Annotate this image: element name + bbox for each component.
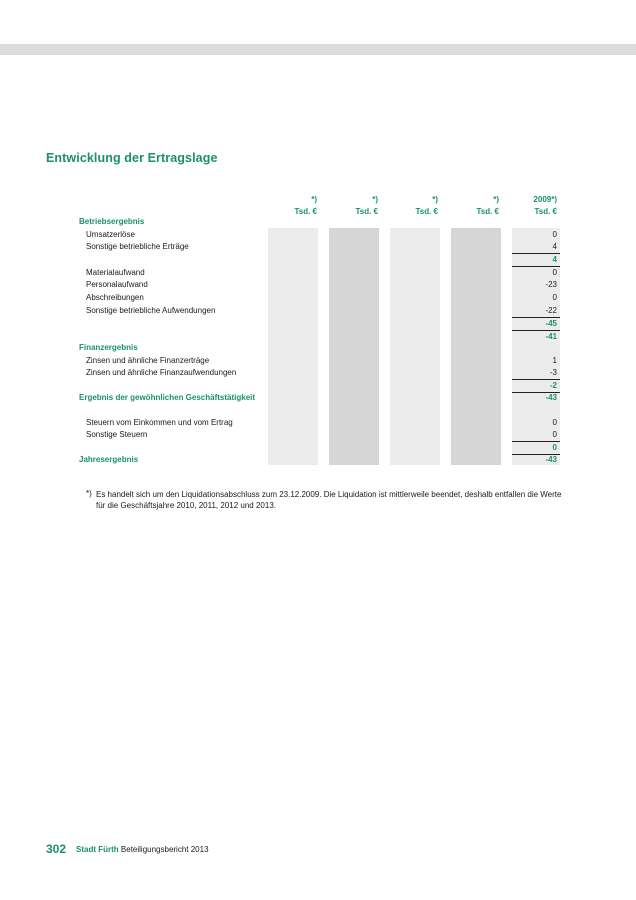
subtotal-value: 0 (552, 443, 557, 452)
row-value: -3 (549, 368, 557, 377)
column-year-header: *) (432, 195, 438, 204)
table-row (0, 318, 636, 330)
column-year-header: *) (311, 195, 317, 204)
row-value: -23 (545, 280, 557, 289)
table-row (0, 355, 636, 367)
footer-report: Beteiligungsbericht 2013 (120, 845, 209, 854)
row-label: Zinsen und ähnliche Finanzaufwendungen (86, 368, 237, 377)
row-value: 0 (552, 230, 557, 239)
subtotal-value: -43 (545, 393, 557, 402)
page-number: 302 (46, 842, 67, 856)
table-row (0, 380, 636, 392)
footer (76, 845, 209, 854)
table-row (0, 229, 636, 241)
row-value: 1 (552, 356, 557, 365)
subtotal-value: 4 (552, 255, 557, 264)
footnote-mark: *) (86, 489, 92, 498)
column-unit-header: Tsd. € (294, 207, 317, 216)
row-value: 0 (552, 268, 557, 277)
table-row (0, 417, 636, 429)
page-title: Entwicklung der Ertragslage (46, 151, 218, 165)
table-row (0, 429, 636, 441)
table-row (0, 367, 636, 379)
column-unit-header: Tsd. € (534, 207, 557, 216)
row-value: 0 (552, 430, 557, 439)
row-label: Umsatzerlöse (86, 230, 135, 239)
row-value: 0 (552, 293, 557, 302)
column-unit-header: Tsd. € (415, 207, 438, 216)
table-row (0, 241, 636, 253)
total-value: -43 (545, 455, 557, 464)
row-label: Zinsen und ähnliche Finanzerträge (86, 356, 210, 365)
table-row (0, 442, 636, 454)
column-unit-header: Tsd. € (476, 207, 499, 216)
footnote-text: Es handelt sich um den Liquidationsabschluss zum 23.12.2009. Die Liquidation ist mittlerweile beendet, deshalb entfallen die Werte für die Geschäftsjahre 2010, 2011, 2012 und 2013. (96, 490, 562, 510)
row-value: 0 (552, 418, 557, 427)
row-label: Sonstige betriebliche Aufwendungen (86, 306, 216, 315)
table-row (0, 254, 636, 266)
section-heading: Jahresergebnis (79, 455, 139, 464)
row-value: 4 (552, 242, 557, 251)
section-heading: Betriebsergebnis (79, 217, 145, 226)
footer-brand: Stadt Fürth (76, 845, 119, 854)
table-row (0, 216, 636, 228)
row-value: -22 (545, 306, 557, 315)
subtotal-value: -2 (549, 381, 557, 390)
column-year-header: 2009*) (533, 195, 557, 204)
row-label: Materialaufwand (86, 268, 145, 277)
table-row (0, 342, 636, 354)
subtotal-value: -45 (545, 319, 557, 328)
table-row (0, 279, 636, 291)
row-label: Abschreibungen (86, 293, 144, 302)
top-band (0, 44, 636, 55)
section-heading: Finanzergebnis (79, 343, 138, 352)
column-year-header: *) (493, 195, 499, 204)
column-year-header: *) (372, 195, 378, 204)
row-label: Personalaufwand (86, 280, 148, 289)
table-row (0, 305, 636, 317)
table-row (0, 454, 636, 466)
table-row (0, 292, 636, 304)
column-unit-header: Tsd. € (355, 207, 378, 216)
subtotal-value: -41 (545, 332, 557, 341)
table-row (0, 267, 636, 279)
table-row (0, 392, 636, 404)
row-label: Sonstige betriebliche Erträge (86, 242, 189, 251)
row-label: Steuern vom Einkommen und vom Ertrag (86, 418, 233, 427)
section-heading: Ergebnis der gewöhnlichen Geschäftstätigkeit (79, 393, 256, 402)
row-label: Sonstige Steuern (86, 430, 148, 439)
